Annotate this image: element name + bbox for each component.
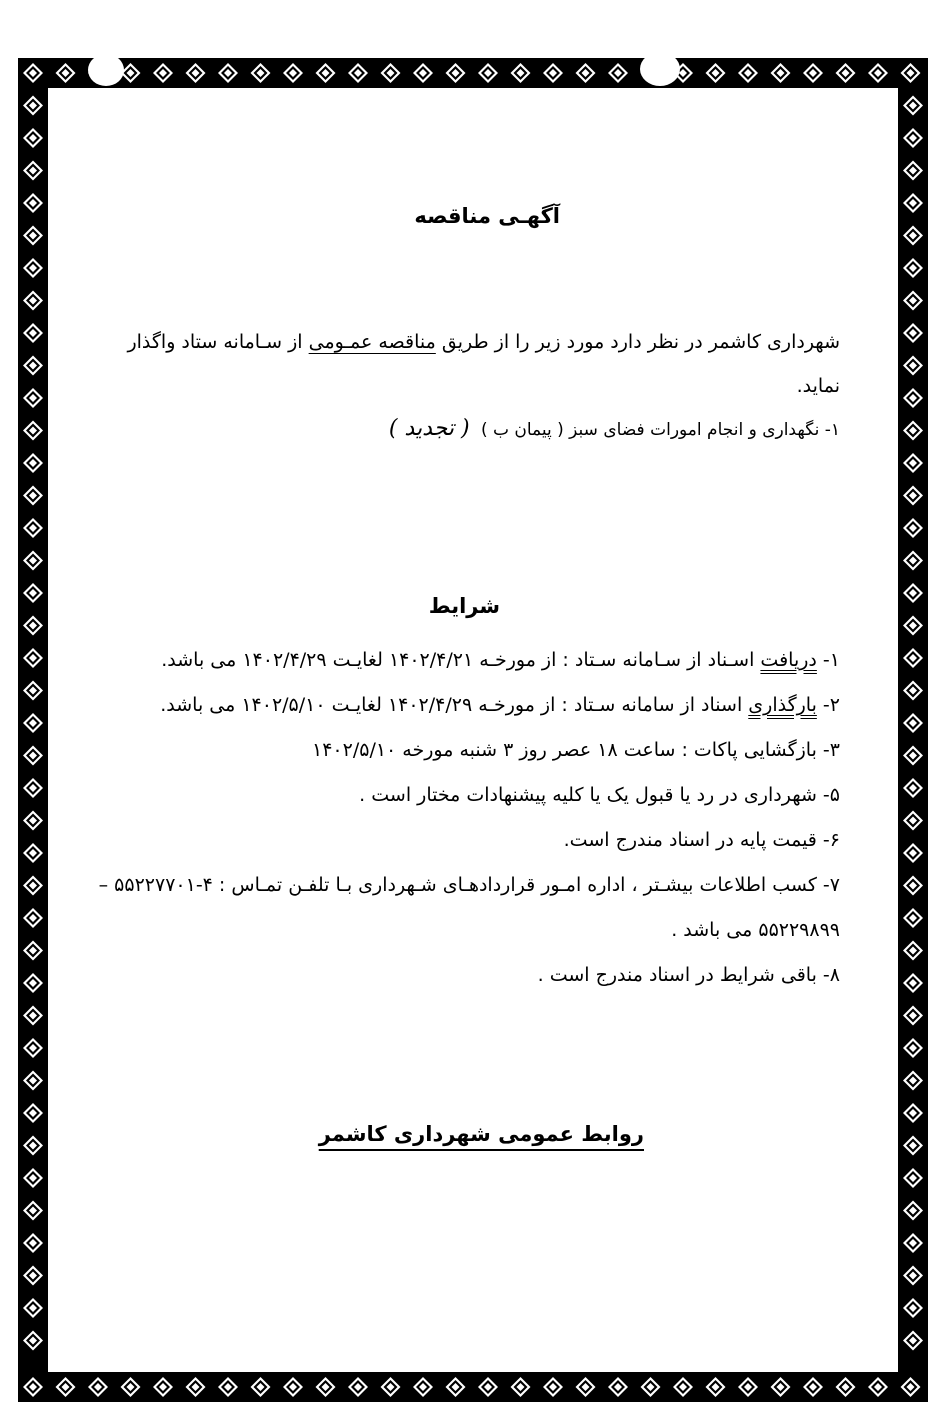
intro-text-start: شهرداری کاشمر در نظر دارد مورد زیر را از طریق bbox=[435, 331, 840, 353]
torn-hole-left bbox=[88, 54, 124, 86]
condition-2-keyword: بارگذاری bbox=[748, 694, 817, 716]
condition-3: ۳- بازگشایی پاکات : ساعت ۱۸ عصر روز ۳ شنبه مورخه ۱۴۰۲/۵/۱۰ bbox=[312, 739, 840, 761]
intro-paragraph bbox=[80, 320, 840, 408]
condition-8: ۸- باقی شرایط در اسناد مندرج است . bbox=[537, 964, 840, 986]
condition-1-number: ۱- bbox=[816, 649, 840, 671]
condition-1 bbox=[80, 638, 840, 683]
tender-item-text: ۱- نگهداری و انجام امورات فضای سبز ( پیمان ب ) bbox=[480, 420, 840, 440]
condition-2-text: اسناد از سامانه سـتاد : از مورخـه ۱۴۰۲/۴/۲۹ لغایـت ۱۴۰۲/۵/۱۰ می باشد. bbox=[160, 694, 749, 716]
condition-1-keyword: دریافت bbox=[760, 649, 817, 671]
condition-6: ۶- قیمت پایه در اسناد مندرج است. bbox=[563, 829, 840, 851]
handwritten-note: ( تجدید ) bbox=[388, 416, 470, 441]
conditions-list bbox=[80, 638, 840, 998]
notice-title: آگهـی مناقصه bbox=[414, 204, 560, 228]
condition-5: ۵- شهرداری در رد یا قبول یک یا کلیه پیشنهادات مختار است . bbox=[359, 784, 840, 806]
signature-public-relations: روابط عمومی شهرداری کاشمر bbox=[318, 1122, 644, 1146]
condition-1-text: اسـناد از سـامانه سـتاد : از مورخـه ۱۴۰۲/۴/۲۱ لغایـت ۱۴۰۲/۴/۲۹ می باشد. bbox=[161, 649, 761, 671]
torn-hole-right bbox=[640, 52, 680, 86]
intro-tender-type: مناقصه عمـومی bbox=[308, 331, 436, 353]
condition-2-number: ۲- bbox=[816, 694, 840, 716]
conditions-title: شرایط bbox=[428, 594, 500, 618]
intro-text-end: از سـامانه ستاد واگذار نماید. bbox=[127, 331, 840, 397]
condition-7: ۷- کسب اطلاعات بیشـتر ، اداره امـور قراردادهـای شـهرداری بـا تلفـن تمـاس : ۴-۵۵۲۲۷۷۰۱ – ۵۵۲۲۹۸۹۹ می باشد . bbox=[98, 874, 840, 941]
tender-notice bbox=[70, 120, 840, 1360]
condition-2 bbox=[80, 683, 840, 728]
tender-item-1 bbox=[389, 416, 840, 441]
